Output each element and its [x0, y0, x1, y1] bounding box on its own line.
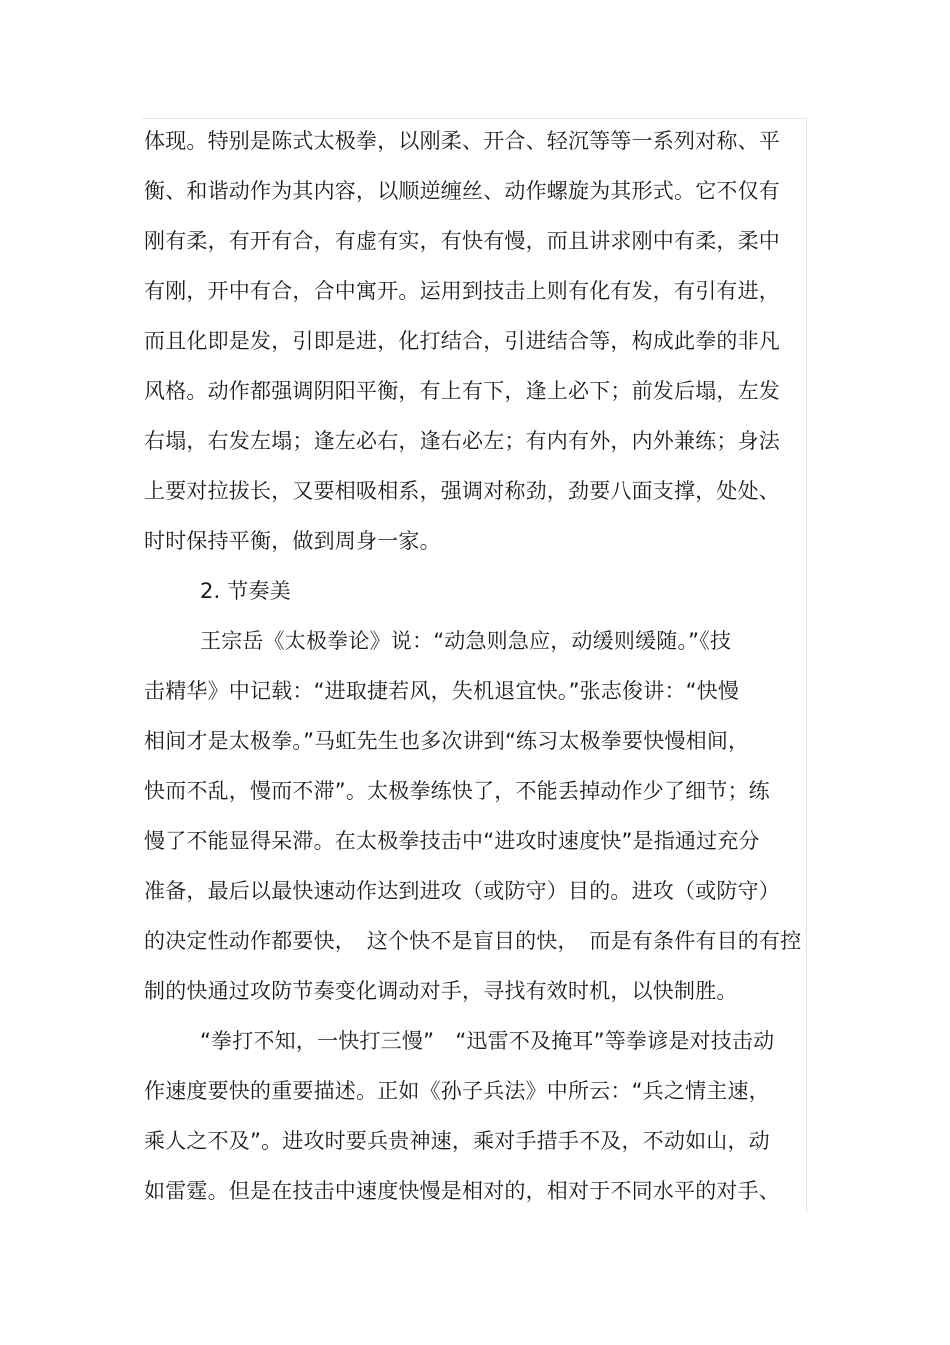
text-line: 快而不乱，慢而不滞”。太极拳练快了，不能丢掉动作少了细节；练: [144, 779, 770, 803]
body-text: [144, 116, 804, 1216]
text-line: 王宗岳《太极拳论》说：“动急则急应，动缓则缓随。”《技: [200, 629, 732, 653]
text-line: 如雷霆。但是在技击中速度快慢是相对的，相对于不同水平的对手、: [144, 1179, 780, 1203]
text-line: 刚有柔，有开有合，有虚有实，有快有慢，而且讲求刚中有柔，柔中: [144, 229, 780, 253]
text-line: 上要对拉拔长，又要相吸相系，强调对称劲，劲要八面支撑，处处、: [144, 479, 780, 503]
text-line: 准备，最后以最快速动作达到进攻（或防守）目的。进攻（或防守）: [144, 879, 780, 903]
text-line: 慢了不能显得呆滞。在太极拳技击中“进攻时速度快”是指通过充分: [144, 829, 760, 853]
text-line: 相间才是太极拳。”马虹先生也多次讲到“练习太极拳要快慢相间，: [144, 729, 750, 753]
text-line: 制的快通过攻防节奏变化调动对手，寻找有效时机，以快制胜。: [144, 979, 738, 1003]
text-line: 乘人之不及”。进攻时要兵贵神速，乘对手措手不及，不动如山，动: [144, 1129, 770, 1153]
text-line: 的决定性动作都要快， 这个快不是盲目的快， 而是有条件有目的有控: [144, 929, 802, 953]
text-line: 有刚，开中有合，合中寓开。运用到技击上则有化有发，有引有进，: [144, 279, 780, 303]
text-line: 作速度要快的重要描述。正如《孙子兵法》中所云：“兵之情主速，: [144, 1079, 770, 1103]
text-line: 风格。动作都强调阴阳平衡，有上有下，逢上必下；前发后塌，左发: [144, 379, 780, 403]
text-line: 击精华》中记载：“进取捷若风，失机退宜快。”张志俊讲：“快慢: [144, 679, 740, 703]
text-line: 2. 节奏美: [200, 579, 291, 603]
text-line: 体现。特别是陈式太极拳，以刚柔、开合、轻沉等等一系列对称、平: [144, 129, 780, 153]
text-line: 时时保持平衡，做到周身一家。: [144, 529, 441, 553]
text-line: “拳打不知，一快打三慢” “迅雷不及掩耳”等拳谚是对技击动: [200, 1029, 775, 1053]
text-line: 衡、和谐动作为其内容，以顺逆缠丝、动作螺旋为其形式。它不仅有: [144, 179, 780, 203]
text-line: 而且化即是发，引即是进，化打结合，引进结合等，构成此拳的非凡: [144, 329, 780, 353]
text-line: 右塌，右发左塌；逢左必右，逢右必左；有内有外，内外兼练；身法: [144, 429, 780, 453]
